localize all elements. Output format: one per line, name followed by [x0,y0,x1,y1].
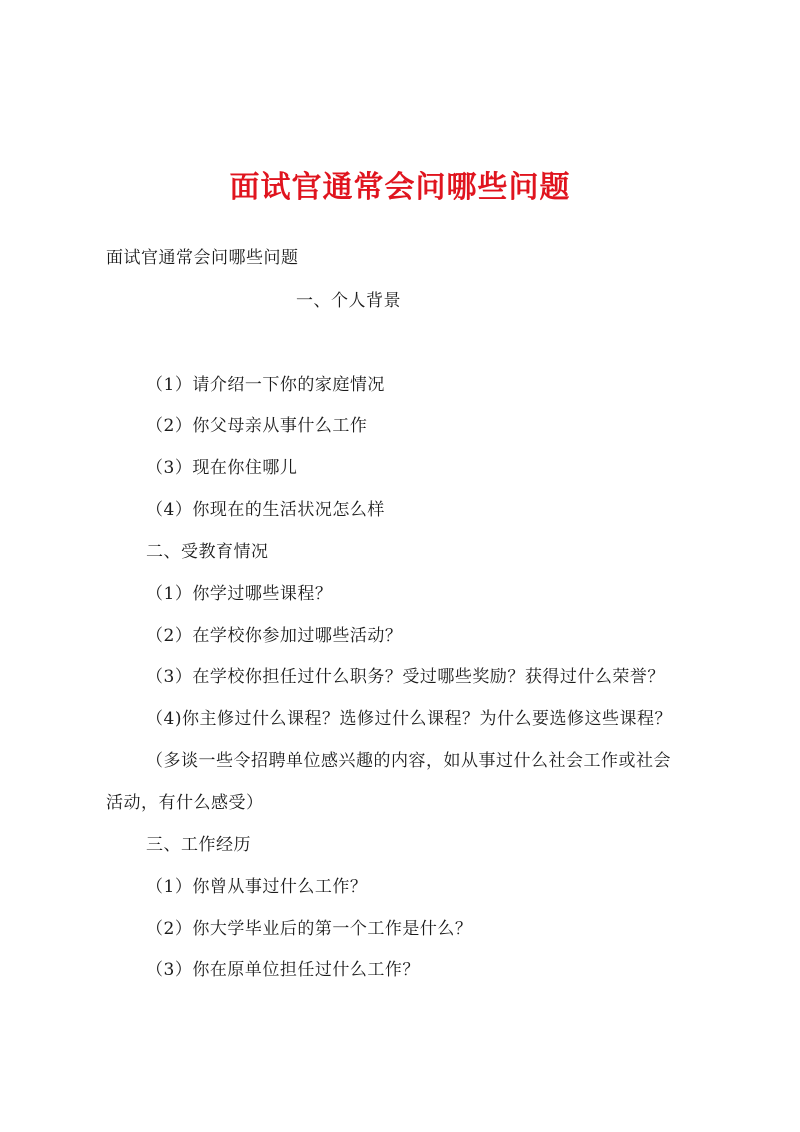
section1-heading: 一、个人背景 [296,291,401,311]
section2-note-line2: 活动，有什么感受） [106,793,264,813]
section3-item-1: （1）你曾从事过什么工作？ [146,877,368,897]
section1-item-1: （1）请介绍一下你的家庭情况 [146,375,385,395]
section3-item-3: （3）你在原单位担任过什么工作？ [146,960,420,980]
section2-note-line1: （多谈一些令招聘单位感兴趣的内容，如从事过什么社会工作或社会 [146,751,671,771]
section2-item-2: （2）在学校你参加过哪些活动？ [146,626,403,646]
section3-item-2: （2）你大学毕业后的第一个工作是什么？ [146,919,473,939]
section2-item-4: （4)你主修过什么课程？选修过什么课程？为什么要选修这些课程？ [146,709,672,729]
section1-item-3: （3）现在你住哪儿 [146,458,298,478]
document-title: 面试官通常会问哪些问题 [229,170,571,205]
section1-item-4: （4）你现在的生活状况怎么样 [146,500,385,520]
section2-item-1: （1）你学过哪些课程？ [146,584,333,604]
section3-heading: 三、工作经历 [146,835,251,855]
section1-item-2: （2）你父母亲从事什么工作 [146,416,368,436]
section2-heading: 二、受教育情况 [146,542,269,562]
document-subtitle: 面试官通常会问哪些问题 [106,248,299,268]
section2-item-3: （3）在学校你担任过什么职务？受过哪些奖励？获得过什么荣誉？ [146,667,665,687]
